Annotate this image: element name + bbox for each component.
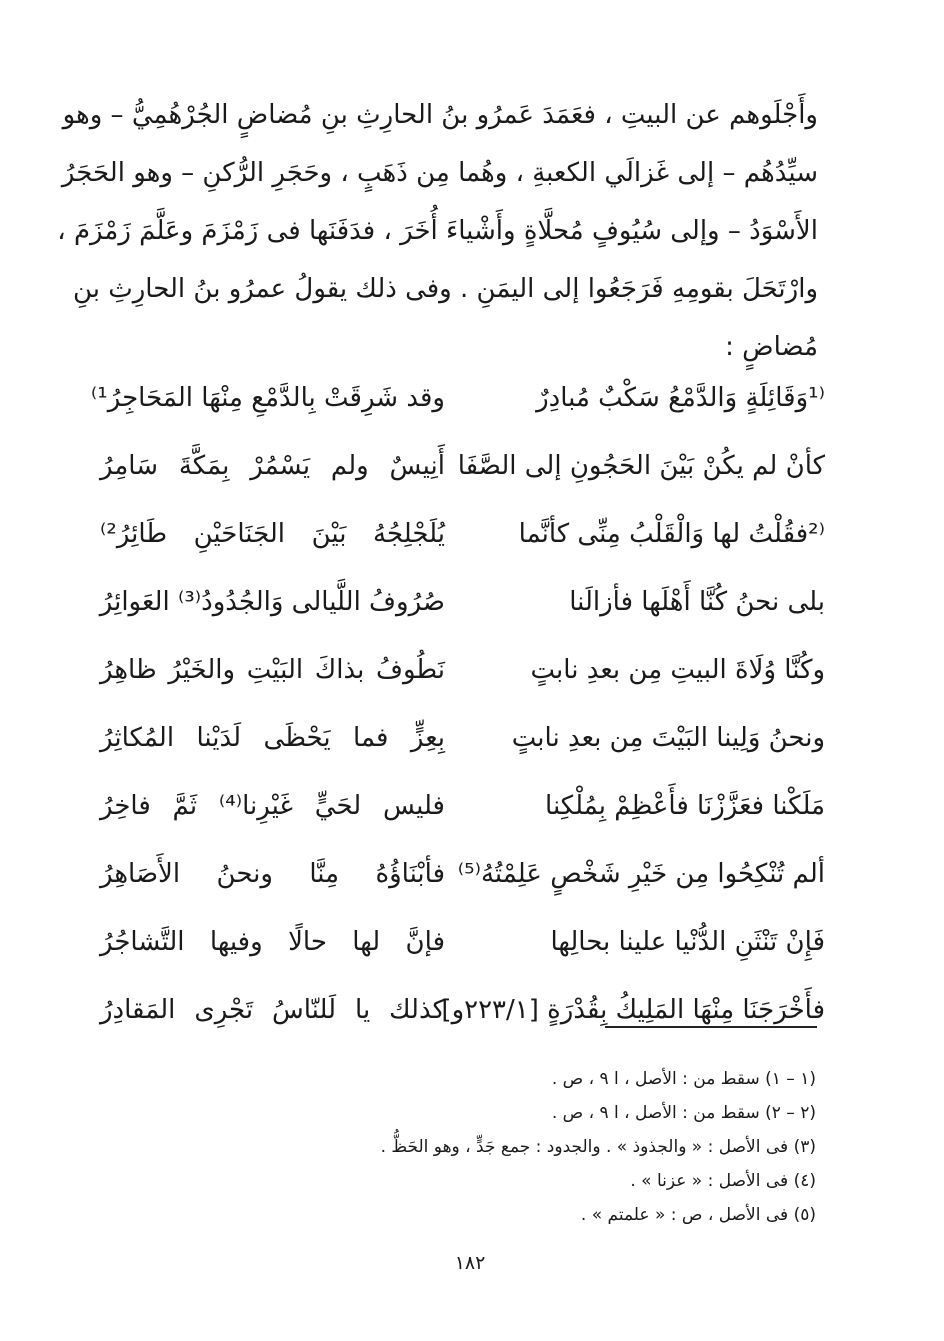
prose-paragraph bbox=[57, 86, 818, 376]
poem-first-hemistich: مَلَكْنا فعَزَّزْنَا فأَعْظِمْ بِمُلْكِنا bbox=[545, 791, 825, 821]
poem-second-hemistich: نَطُوفُ بذاكَ البَيْتِ والخَيْرُ ظاهِرُ bbox=[100, 655, 445, 685]
prose-line: سيِّدُهُم – إلى غَزالَي الكعبةِ ، وهُما مِن ذَهَبٍ ، وحَجَرِ الرُّكنِ – وهو الحَجَرُ bbox=[61, 158, 818, 188]
footnote: (١ – ١) سقط من : الأصل ، ا ٩ ، ص . bbox=[551, 1069, 816, 1089]
page-number: ١٨٢ bbox=[454, 1252, 486, 1274]
poem-couplet bbox=[100, 704, 825, 772]
footnote: (٣) فى الأصل : « والجذوذ » . والجدود : جمع جَدٍّ ، وهو الحَظُّ . bbox=[380, 1137, 816, 1157]
poem-couplet bbox=[100, 840, 825, 908]
poem-first-hemistich: ⁽²فقُلْتُ لها وَالْقَلْبُ مِنِّى كأنَّما bbox=[518, 519, 825, 549]
poem-first-hemistich: فأَخْرَجَنَا مِنْهَا المَلِيكُ بِقُدْرَةٍ [٢٢٣/١و] bbox=[441, 995, 825, 1025]
poem-first-hemistich: ألم تُنْكِحُوا مِن خَيْرِ شَخْصٍ عَلِمْتُهُ⁽⁵⁾ bbox=[457, 859, 825, 889]
poem-first-hemistich: وكُنَّا وُلَاةَ البيتِ مِن بعدِ نابتٍ bbox=[530, 655, 825, 685]
poem-second-hemistich: فليس لحَيٍّ غَيْرِنا⁽⁴⁾ ثَمَّ فاخِرُ bbox=[100, 791, 445, 821]
poem-second-hemistich: أَنِيسٌ ولم يَسْمُرْ بِمَكَّةَ سَامِرُ bbox=[100, 451, 445, 481]
poem-second-hemistich: صُرُوفُ اللَّيالى وَالجُدُودُ⁽³⁾ العَوائِرُ bbox=[99, 587, 445, 617]
poem-couplet bbox=[100, 772, 825, 840]
poem-second-hemistich: فأبْنَاؤُهُ مِنَّا ونحنُ الأَصَاهِرُ bbox=[100, 859, 445, 889]
poem-second-hemistich: كذلك يا لَلنّاسُ تَجْرِى المَقادِرُ bbox=[100, 995, 445, 1025]
prose-line: وارْتَحَلَ بقومِهِ فَرَجَعُوا إلى اليمَنِ . وفى ذلك يقولُ عمرُو بنُ الحارِثِ بنِ bbox=[72, 274, 818, 304]
poem-couplet bbox=[90, 364, 825, 432]
poem-second-hemistich: وقد شَرِقَتْ بِالدَّمْعِ مِنْهَا المَحَاجِرُ¹⁾ bbox=[90, 383, 445, 413]
poem-couplet bbox=[100, 976, 825, 1044]
poem-couplet bbox=[100, 908, 825, 976]
footnotes bbox=[200, 1062, 816, 1232]
prose-line: مُضاضٍ : bbox=[725, 332, 818, 362]
poem-second-hemistich: يُلَجْلِجُهُ بَيْنَ الجَنَاحَيْنِ طَائِرُ²⁾ bbox=[100, 519, 445, 549]
footnote: (٢ – ٢) سقط من : الأصل ، ا ٩ ، ص . bbox=[551, 1103, 816, 1123]
poem-first-hemistich: بلى نحنُ كُنَّا أَهْلَها فأزالَنا bbox=[569, 587, 825, 617]
footnote: (٥) فى الأصل ، ص : « علمتم » . bbox=[580, 1205, 816, 1225]
poem bbox=[90, 364, 825, 1044]
poem-couplet bbox=[100, 432, 825, 500]
prose-line: الأَسْوَدُ – وإلى سُيُوفٍ مُحلَّاةٍ وأَشْياءَ أُخَرَ ، فدَفَنَها فى زَمْزَمَ وعَلَّمَ زَمْزَمَ ، bbox=[57, 216, 818, 246]
poem-first-hemistich: ⁽¹وَقَائِلَةٍ وَالدَّمْعُ سَكْبٌ مُبادِرٌ bbox=[536, 383, 825, 413]
poem-couplet bbox=[100, 500, 825, 568]
footnote: (٤) فى الأصل : « عزنا » . bbox=[630, 1171, 816, 1191]
poem-first-hemistich: ونحنُ وَلِينا البَيْتَ مِن بعدِ نابتٍ bbox=[511, 723, 825, 753]
poem-couplet bbox=[100, 636, 825, 704]
poem-second-hemistich: بِعِزٍّ فما يَحْظَى لَدَيْنا المُكاثِرُ bbox=[100, 723, 445, 753]
poem-second-hemistich: فإنَّ لها حالًا وفيها التَّشاجُرُ bbox=[100, 927, 445, 957]
poem-first-hemistich: فَإِنْ تَنْثَنِ الدُّنْيا علينا بحالِها bbox=[550, 927, 825, 957]
poem-couplet bbox=[100, 568, 825, 636]
footnote-separator bbox=[605, 1026, 817, 1028]
prose-line: وأَجْلَوهم عن البيتِ ، فعَمَدَ عَمرُو بنُ الحارِثِ بنِ مُضاضٍ الجُرْهُمِيُّ – وهو bbox=[62, 100, 818, 130]
poem-first-hemistich: كأنْ لم يكُنْ بَيْنَ الحَجُونِ إلى الصَّفَا bbox=[457, 451, 825, 481]
